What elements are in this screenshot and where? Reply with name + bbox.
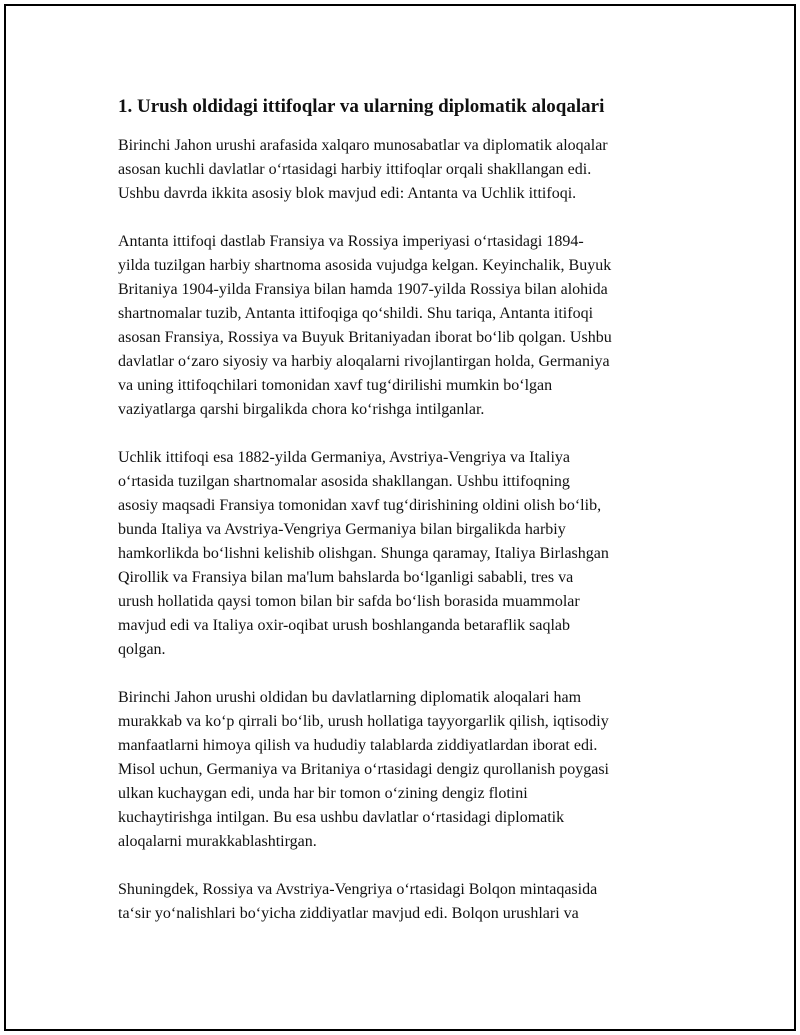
text-line: urush hollatida qaysi tomon bilan bir safda bo‘lish borasida muammolar: [118, 593, 580, 610]
text-line: Birinchi Jahon urushi oldidan bu davlatlarning diplomatik aloqalari ham: [118, 689, 582, 706]
text-line: shartnomalar tuzib, Antanta ittifoqiga qo‘shildi. Shu tariqa, Antanta itifoqi: [118, 305, 594, 322]
text-line: Ushbu davrda ikkita asosiy blok mavjud edi: Antanta va Uchlik ittifoqi.: [118, 185, 577, 202]
paragraph-2: [118, 230, 678, 422]
text-line: mavjud edi va Italiya oxir-oqibat urush boshlanganda betaraflik saqlab: [118, 617, 570, 634]
text-line: qolgan.: [118, 641, 166, 658]
text-line: Uchlik ittifoqi esa 1882-yilda Germaniya, Avstriya-Vengriya va Italiya: [118, 449, 571, 466]
text-line: ulkan kuchaygan edi, unda har bir tomon o‘zining dengiz flotini: [118, 785, 528, 802]
text-line: davlatlar o‘zaro siyosiy va harbiy aloqalarni rivojlantirgan holda, Germaniya: [118, 353, 610, 370]
text-line: Birinchi Jahon urushi arafasida xalqaro munosabatlar va diplomatik aloqalar: [118, 137, 608, 154]
text-line: Antanta ittifoqi dastlab Fransiya va Rossiya imperiyasi o‘rtasidagi 1894-: [118, 233, 584, 250]
text-line: bunda Italiya va Avstriya-Vengriya Germaniya bilan birgalikda harbiy: [118, 521, 566, 538]
text-line: Britaniya 1904-yilda Fransiya bilan hamda 1907-yilda Rossiya bilan alohida: [118, 281, 608, 298]
section-heading: 1. Urush oldidagi ittifoqlar va ularning diplomatik aloqalari: [118, 96, 605, 117]
paragraph-5: [118, 878, 678, 926]
paragraph-1: [118, 134, 678, 206]
paragraph-list: [118, 134, 678, 926]
text-line: Qirollik va Fransiya bilan ma'lum bahslarda bo‘lganligi sababli, tres va: [118, 569, 574, 586]
text-line: asosan Fransiya, Rossiya va Buyuk Britaniyadan iborat bo‘lib qolgan. Ushbu: [118, 329, 612, 346]
paragraph-3: [118, 446, 678, 662]
text-line: o‘rtasida tuzilgan shartnomalar asosida shakllangan. Ushbu ittifoqning: [118, 473, 570, 490]
text-line: manfaatlarni himoya qilish va hududiy talablarda ziddiyatlardan iborat edi.: [118, 737, 598, 754]
text-line: hamkorlikda bo‘lishni kelishib olishgan. Shunga qaramay, Italiya Birlashgan: [118, 545, 609, 562]
text-line: asosan kuchli davlatlar o‘rtasidagi harbiy ittifoqlar orqali shakllangan edi.: [118, 161, 592, 178]
text-line: vaziyatlarga qarshi birgalikda chora ko‘rishga intilganlar.: [118, 401, 485, 418]
text-line: kuchaytirishga intilgan. Bu esa ushbu davlatlar o‘rtasidagi diplomatik: [118, 809, 565, 826]
text-line: ta‘sir yo‘nalishlari bo‘yicha ziddiyatlar mavjud edi. Bolqon urushlari va: [118, 905, 579, 922]
text-line: yilda tuzilgan harbiy shartnoma asosida vujudga kelgan. Keyinchalik, Buyuk: [118, 257, 612, 274]
text-line: va uning ittifoqchilari tomonidan xavf tug‘dirilishi mumkin bo‘lgan: [118, 377, 553, 394]
text-line: Shuningdek, Rossiya va Avstriya-Vengriya o‘rtasidagi Bolqon mintaqasida: [118, 881, 598, 898]
text-line: asosiy maqsadi Fransiya tomonidan xavf tug‘dirishining oldini olish bo‘lib,: [118, 497, 602, 514]
text-line: aloqalarni murakkablashtirgan.: [118, 833, 317, 850]
paragraph-4: [118, 686, 678, 854]
text-line: murakkab va ko‘p qirrali bo‘lib, urush hollatiga tayyorgarlik qilish, iqtisodiy: [118, 713, 609, 730]
text-line: Misol uchun, Germaniya va Britaniya o‘rtasidagi dengiz qurollanish poygasi: [118, 761, 609, 778]
document-body: [118, 95, 678, 950]
